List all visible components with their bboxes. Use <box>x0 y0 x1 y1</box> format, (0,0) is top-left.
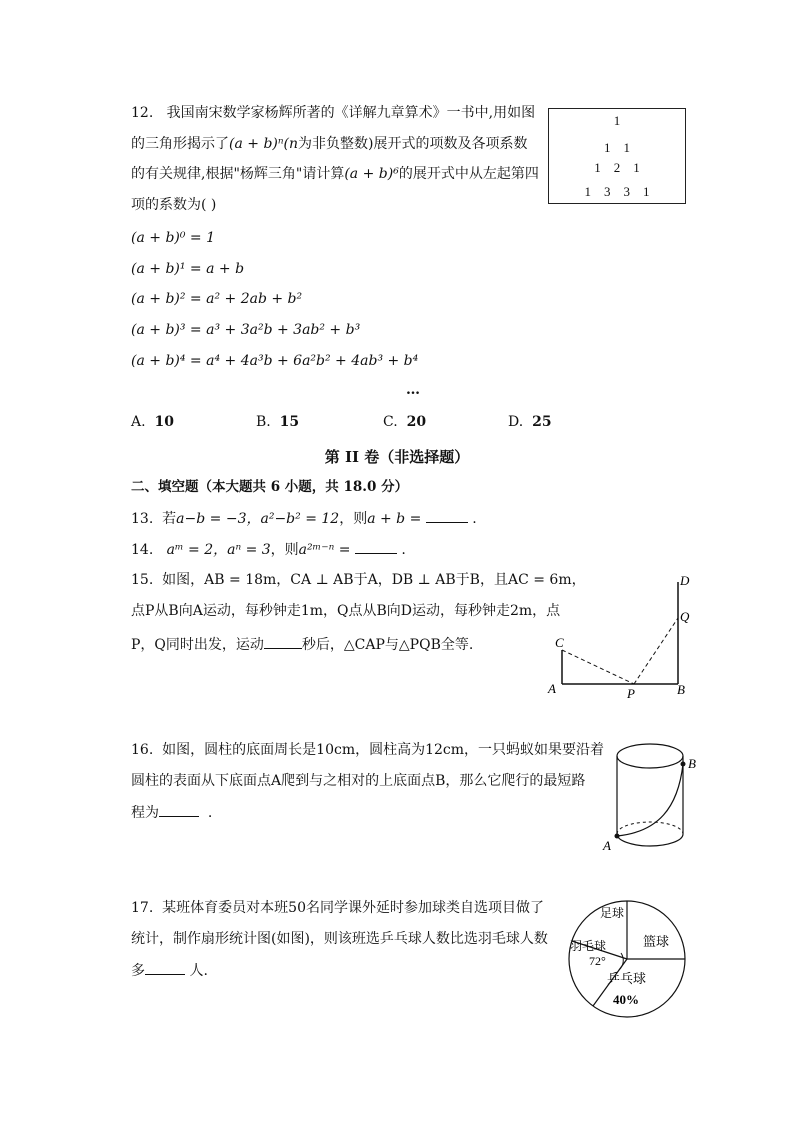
option-d[interactable]: D. 25 <box>508 414 552 430</box>
triangle-row-1: 1 1 <box>604 140 630 155</box>
label-d: D <box>680 573 690 588</box>
q15-line3: P，Q同时出发，运动 秒后，△CAP与△PQB全等. <box>131 634 473 655</box>
q12-text-3a: 的有关规律,根据"杨辉三角"请计算 <box>131 166 345 182</box>
q13-answer-blank[interactable] <box>426 508 468 523</box>
label-c: C <box>555 635 564 650</box>
point-a <box>615 834 620 839</box>
q12-math-2: (a + b)ⁿ(n <box>229 136 299 152</box>
triangle-row-3: 1 3 3 1 <box>584 184 650 199</box>
expansion-ellipsis: … <box>406 382 420 398</box>
q16-answer-blank[interactable] <box>159 802 199 817</box>
q15-line2: 点P从B向A运动，每秒钟走1m，Q点从B向D运动，每秒钟走2m，点 <box>131 603 561 619</box>
label-p: P <box>627 686 635 701</box>
option-b[interactable]: B. 15 <box>256 414 300 430</box>
q12-line2 <box>131 134 527 154</box>
q12-text-3b: 的展开式中从左起第四 <box>398 166 539 182</box>
q16-cylinder-figure <box>598 738 708 858</box>
label-q: Q <box>680 609 690 624</box>
cylinder-bottom-back <box>617 822 683 834</box>
slice-percent-pingpong: 40% <box>613 992 639 1007</box>
expansion-2: (a + b)² = a² + 2ab + b² <box>131 291 303 307</box>
option-a[interactable]: A. 10 <box>131 414 174 430</box>
segment-pq <box>634 618 678 684</box>
q14-answer-blank[interactable] <box>355 539 397 554</box>
cylinder-top <box>617 744 683 768</box>
q12-text-2b: 为非负整数)展开式的项数及各项系数 <box>298 136 528 152</box>
expansion-3: (a + b)³ = a³ + 3a²b + 3ab² + b³ <box>131 322 361 338</box>
q17-line3: 多 人. <box>131 960 208 981</box>
q12-line3 <box>131 164 539 184</box>
q12-text-1: 我国南宋数学家杨辉所著的《详解九章算术》一书中,用如图 <box>166 105 536 121</box>
expansion-0: (a + b)⁰ = 1 <box>131 230 216 246</box>
q12-number: 12. <box>131 105 154 121</box>
slice-label-badminton: 羽毛球 <box>570 939 607 953</box>
q12-math-3: (a + b)⁶ <box>344 166 399 182</box>
label-a: A <box>603 838 611 853</box>
triangle-row-0: 1 <box>613 113 621 128</box>
option-c[interactable]: C. 20 <box>383 414 427 430</box>
segment-cp <box>562 650 634 684</box>
q16-line1: 16. 如图，圆柱的底面周长是10cm，圆柱高为12cm，一只蚂蚁如果要沿着 <box>131 742 605 758</box>
q17-line1: 17. 某班体育委员对本班50名同学课外延时参加球类自选项目做了 <box>131 900 544 916</box>
triangle-row-2: 1 2 1 <box>594 160 640 175</box>
q16-line2: 圆柱的表面从下底面点A爬到与之相对的上底面点B，那么它爬行的最短路 <box>131 773 586 789</box>
point-b <box>681 762 686 767</box>
expansion-1: (a + b)¹ = a + b <box>131 261 245 277</box>
q17-answer-blank[interactable] <box>145 960 185 975</box>
cylinder-bottom-front <box>617 834 683 846</box>
q12-line1 <box>131 103 535 123</box>
slice-label-pingpong: 乒乓球 <box>607 971 647 986</box>
q12-line4 <box>131 195 216 215</box>
slice-label-basketball: 篮球 <box>643 934 670 949</box>
label-b: B <box>688 756 696 771</box>
label-b: B <box>677 682 685 697</box>
q17-line2: 统计，制作扇形统计图(如图)，则该班选乒乓球人数比选羽毛球人数 <box>131 931 548 947</box>
q12-text-4: 项的系数为( ) <box>131 197 217 213</box>
q14: 14. aᵐ = 2，aⁿ = 3，则a²ᵐ⁻ⁿ = . <box>131 539 406 560</box>
label-a: A <box>548 681 556 696</box>
q12-text-2a: 的三角形揭示了 <box>131 136 229 152</box>
slice-label-football: 足球 <box>600 906 625 920</box>
q15-answer-blank[interactable] <box>264 634 302 649</box>
q13: 13. 若a−b = −3，a²−b² = 12，则a + b = . <box>131 508 477 529</box>
q15-line1: 15. 如图，AB = 18m，CA ⊥ AB于A，DB ⊥ AB于B，且AC = 6m， <box>131 572 586 588</box>
section-subtitle: 二、填空题（本大题共 6 小题，共 18.0 分） <box>131 479 409 495</box>
q16-line3: 程为 . <box>131 802 212 823</box>
angle-arc <box>619 953 623 970</box>
q15-figure <box>540 572 700 702</box>
expansion-4: (a + b)⁴ = a⁴ + 4a³b + 6a²b² + 4ab³ + b⁴ <box>131 353 419 369</box>
section-title: 第 II 卷（非选择题） <box>324 448 470 466</box>
yang-hui-triangle-figure <box>548 108 686 204</box>
slice-angle-badminton: 72° <box>589 954 606 968</box>
q17-pie-chart <box>564 896 690 1022</box>
